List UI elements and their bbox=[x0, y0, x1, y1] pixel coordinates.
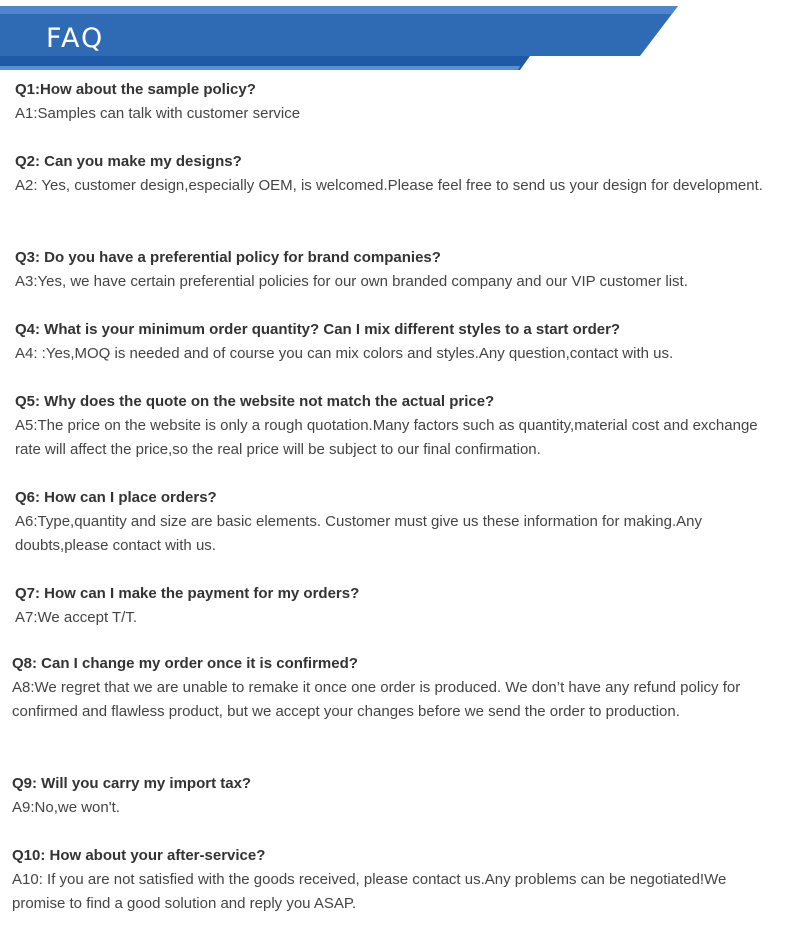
faq-answer: A6:Type,quantity and size are basic elements. Customer must give us these information for making.Any doubts,please contact with us. bbox=[15, 513, 702, 554]
faq-answer: A3:Yes, we have certain preferential policies for our own branded company and our VIP customer list. bbox=[15, 273, 688, 290]
faq-question: Q4: What is your minimum order quantity? Can I mix different styles to a start order? bbox=[15, 321, 621, 338]
faq-question: Q3: Do you have a preferential policy for brand companies? bbox=[15, 249, 441, 266]
faq-banner bbox=[0, 0, 800, 72]
banner-highlight-band bbox=[0, 6, 678, 14]
faq-item-7 bbox=[15, 582, 775, 630]
faq-item-6 bbox=[15, 486, 775, 558]
faq-answer: A5:The price on the website is only a rough quotation.Many factors such as quantity,material cost and exchange rate will affect the price,so the real price will be subject to our final confirmation. bbox=[15, 417, 758, 458]
faq-question: Q7: How can I make the payment for my orders? bbox=[15, 585, 360, 602]
faq-question: Q9: Will you carry my import tax? bbox=[12, 775, 252, 792]
faq-item-10 bbox=[12, 844, 772, 916]
faq-question: Q2: Can you make my designs? bbox=[15, 153, 242, 170]
faq-answer: A10: If you are not satisfied with the goods received, please contact us.Any problems can be negotiated!We promise to find a good solution and reply you ASAP. bbox=[12, 871, 727, 912]
faq-answer: A7:We accept T/T. bbox=[15, 609, 137, 626]
faq-answer: A2: Yes, customer design,especially OEM, is welcomed.Please feel free to send us your design for development. bbox=[15, 177, 763, 194]
faq-item-2 bbox=[15, 150, 775, 198]
banner-shape bbox=[0, 0, 800, 72]
faq-answer: A8:We regret that we are unable to remake it once one order is produced. We don’t have any refund policy for confirmed and flawless product, but we accept your changes before we send the order to production. bbox=[12, 679, 741, 720]
faq-item-8 bbox=[12, 652, 772, 724]
faq-question: Q6: How can I place orders? bbox=[15, 489, 217, 506]
faq-answer: A9:No,we won't. bbox=[12, 799, 120, 816]
faq-answer: A1:Samples can talk with customer service bbox=[15, 105, 301, 122]
faq-answer: A4: :Yes,MOQ is needed and of course you can mix colors and styles.Any question,contact with us. bbox=[15, 345, 674, 362]
faq-item-9 bbox=[12, 772, 772, 820]
banner-lower-accent bbox=[0, 66, 520, 70]
faq-question: Q8: Can I change my order once it is confirmed? bbox=[12, 655, 358, 672]
faq-question: Q10: How about your after-service? bbox=[12, 847, 266, 864]
faq-question: Q1:How about the sample policy? bbox=[15, 81, 256, 98]
faq-question: Q5: Why does the quote on the website not match the actual price? bbox=[15, 393, 495, 410]
faq-item-4 bbox=[15, 318, 775, 366]
banner-title: FAQ bbox=[46, 23, 105, 54]
faq-item-3 bbox=[15, 246, 775, 294]
faq-item-1 bbox=[15, 78, 775, 126]
faq-item-5 bbox=[15, 390, 775, 462]
